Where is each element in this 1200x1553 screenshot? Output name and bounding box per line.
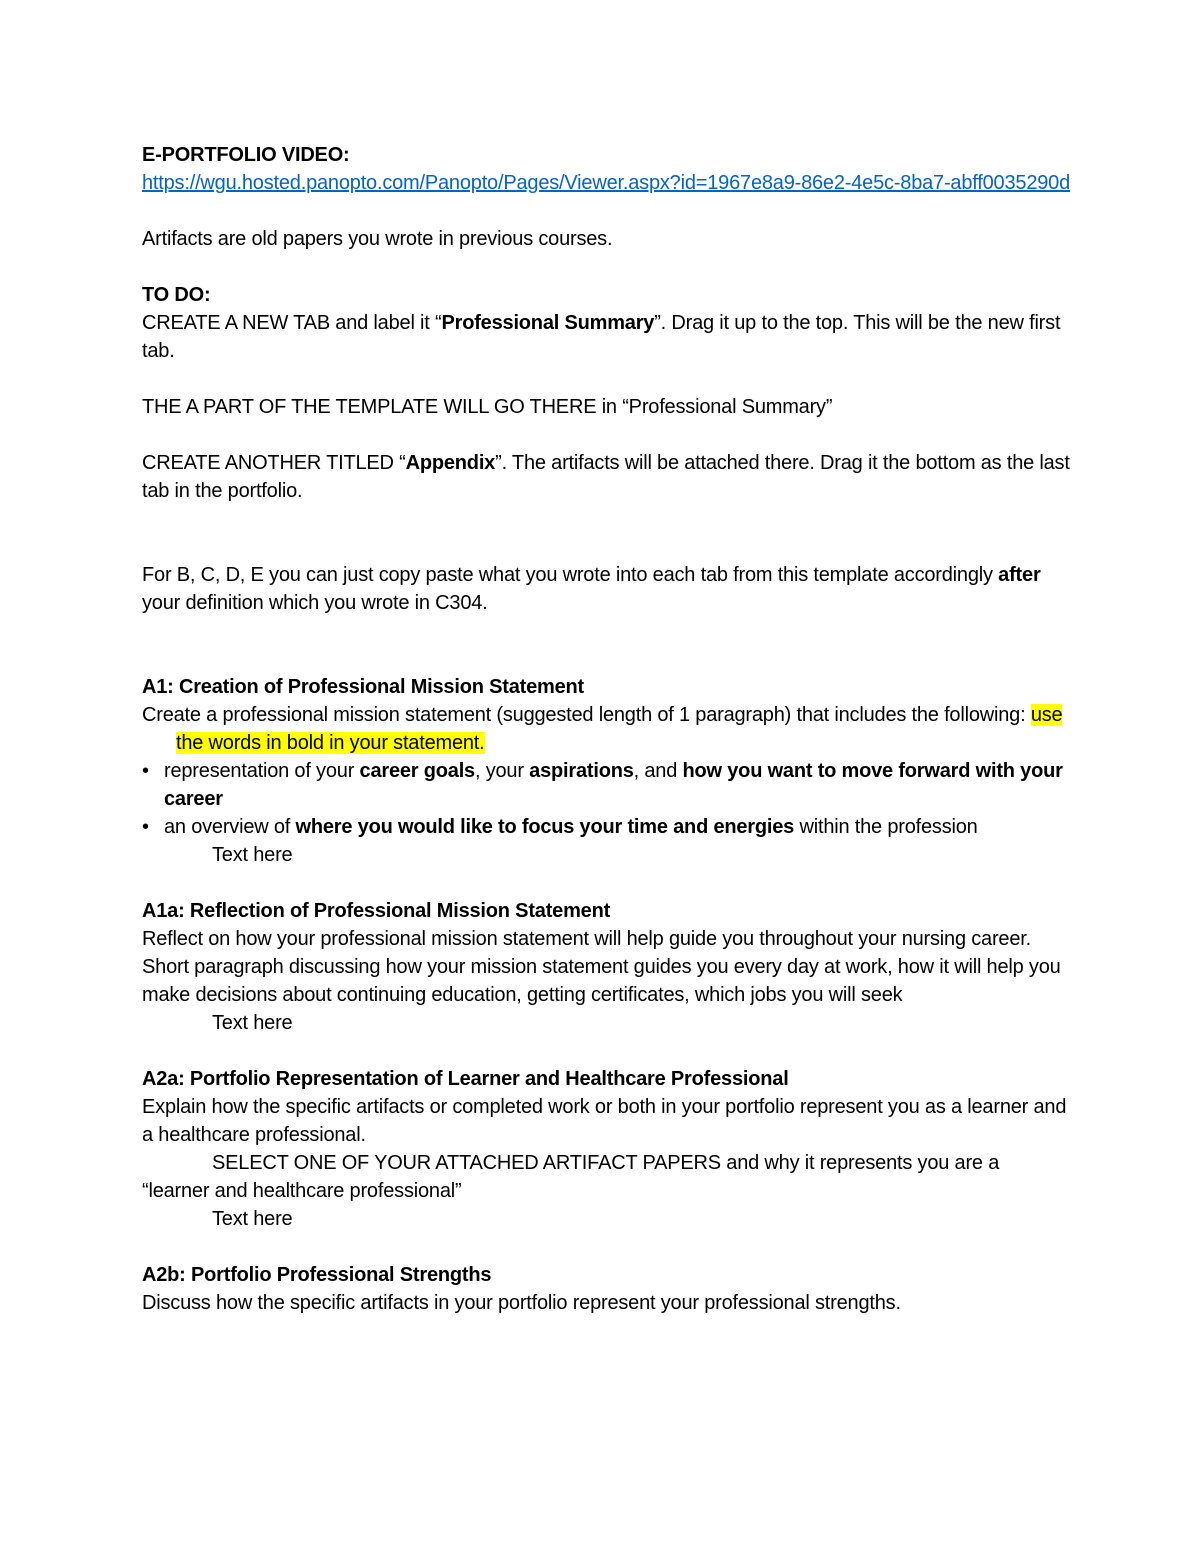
a1a-placeholder: Text here	[212, 1012, 293, 1034]
bullet-glyph: •	[142, 760, 149, 782]
a1-placeholder: Text here	[212, 844, 293, 866]
artifacts-note: Artifacts are old papers you wrote in previous courses.	[142, 228, 613, 250]
a1a-heading: A1a: Reflection of Professional Mission Statement	[142, 900, 611, 922]
a1-heading: A1: Creation of Professional Mission Statement	[142, 676, 584, 698]
a2a-body-2: SELECT ONE OF YOUR ATTACHED ARTIFACT PAPERS and why it represents you are a “learner and healthcare professional”	[142, 1152, 1000, 1202]
a1a-body-1: Reflect on how your professional mission statement will help guide you throughout your nursing career.	[142, 928, 1031, 950]
a1a-body-2: Short paragraph discussing how your mission statement guides you every day at work, how it will help you make decisions about continuing education, getting certificates, which jobs you will seek	[142, 956, 1061, 1006]
a1-bullet-1: • representation of your career goals, your aspirations, and how you want to move forward with your career	[142, 757, 1070, 813]
a1-intro: Create a professional mission statement (suggested length of 1 paragraph) that includes the following: use the words in bold in your statement.	[142, 704, 1063, 754]
video-link[interactable]: https://wgu.hosted.panopto.com/Panopto/Pages/Viewer.aspx?id=1967e8a9-86e2-4e5c-8ba7-abff0035290d	[142, 172, 1071, 194]
a2a-heading: A2a: Portfolio Representation of Learner and Healthcare Professional	[142, 1068, 789, 1090]
a2a-body-1: Explain how the specific artifacts or completed work or both in your portfolio represent you as a learner and a healthcare professional.	[142, 1096, 1067, 1146]
video-label: E-PORTFOLIO VIDEO:	[142, 144, 350, 166]
a2b-heading: A2b: Portfolio Professional Strengths	[142, 1264, 492, 1286]
a2a-placeholder: Text here	[212, 1208, 293, 1230]
todo-line-1: CREATE A NEW TAB and label it “Professional Summary”. Drag it up to the top. This will be the new first tab.	[142, 312, 1061, 362]
todo-line-3: CREATE ANOTHER TITLED “Appendix”. The artifacts will be attached there. Drag it the bottom as the last tab in the portfolio.	[142, 452, 1070, 502]
todo-line-4: For B, C, D, E you can just copy paste what you wrote into each tab from this template accordingly after your definition which you wrote in C304.	[142, 564, 1041, 614]
todo-line-2: THE A PART OF THE TEMPLATE WILL GO THERE in “Professional Summary”	[142, 396, 833, 418]
a1-bullet-2: • an overview of where you would like to focus your time and energies within the profession	[142, 813, 1070, 841]
todo-heading: TO DO:	[142, 284, 211, 306]
bullet-glyph: •	[142, 816, 149, 838]
a2b-body-1: Discuss how the specific artifacts in your portfolio represent your professional strengths.	[142, 1292, 901, 1314]
a1-highlight: use the words in bold in your statement.	[176, 704, 1063, 754]
